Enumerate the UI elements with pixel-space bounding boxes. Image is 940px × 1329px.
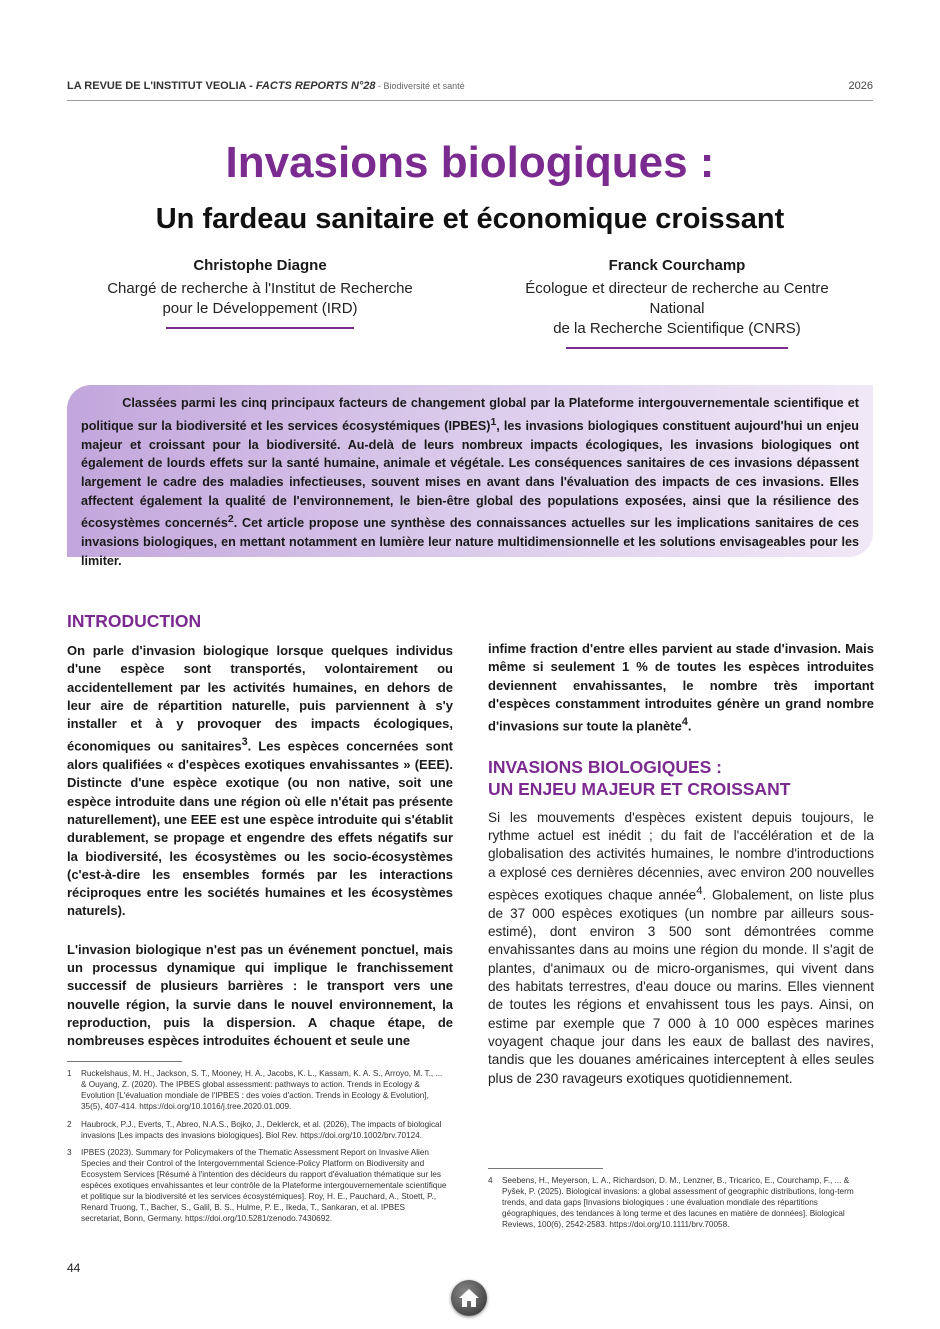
author-underline <box>566 347 788 349</box>
author-block-2 <box>500 256 854 349</box>
section-heading-invasions <box>488 756 874 800</box>
footnote-text: Ruckelshaus, M. H., Jackson, S. T., Mooney, H. A., Jacobs, K. L., Kassam, K. A. S., Arroyo, M. T., ... & Ouyang, Z. (2020). The IPBES global assessment: pathways to action. Trends in Ecology & Evolution [L'évaluation mondiale de l'IPBES : des voies d'action. Trends in Ecology & Evolution], 35(5), 407-414. https://doi.org/10.1016/j.tree.2020.01.009. <box>81 1069 443 1111</box>
footnotes-right <box>488 1168 873 1231</box>
footnote-ref[interactable]: 4 <box>681 716 688 729</box>
heading-line: UN ENJEU MAJEUR ET CROISSANT <box>488 778 791 799</box>
heading-line: INVASIONS BIOLOGIQUES : <box>488 756 723 777</box>
author-block-1 <box>95 256 425 329</box>
footnote-number: 4 <box>488 1176 493 1185</box>
affiliation-line: Chargé de recherche à l'Institut de Recherche <box>107 280 413 297</box>
author-underline <box>166 327 354 329</box>
footnote-ref[interactable]: 1 <box>490 415 497 428</box>
article-subtitle: Un fardeau sanitaire et économique croissant <box>155 203 785 235</box>
abstract-part: Classées parmi les cinq principaux facteurs de changement global par la Plateforme intergouvernementale scientifique et politique sur la biodiversité et les services écosystémiques (IPBES) <box>81 396 859 433</box>
author-affiliation <box>95 279 425 319</box>
footnote-ref[interactable]: 2 <box>227 513 234 526</box>
abstract-box <box>67 385 873 568</box>
home-button[interactable] <box>451 1280 487 1316</box>
section2-paragraph: Si les mouvements d'espèces existent depuis toujours, le rythme actuel est inédit ; du fait de l'accélération et de la globalisation des activités humaines, le nombre d'introductions a explosé ces dernières décennies, avec environ 200 nouvelles espèces exotiques chaque année$^4$. Globalement, on liste plus de 37 000 espèces exotiques (un nombre par ailleurs sous-estimé), dont environ 3 500 sont démontrées comme envahissantes dans au moins une région du monde. Il s'agit de plantes, d'animaux ou de micro-organismes, qui vivent dans des habitats terrestres, d'eau douce ou marins. Elles viennent de toutes les régions et envahissent tous les pays. Ainsi, on estime par exemple que 7 000 à 10 000 espèces marines voyagent chaque jour dans les eaux de ballast des navires, tandis que les douanes américaines interceptent à elles seules plus de 230 ravageurs exotiques quotidiennement. <box>488 809 875 1086</box>
journal-name: LA REVUE DE L'INSTITUT VEOLIA <box>67 80 247 92</box>
header-separator: - <box>246 80 256 92</box>
home-icon <box>457 1286 481 1310</box>
header-left <box>67 80 465 92</box>
header-year: 2026 <box>848 80 873 92</box>
footnote-item <box>67 1120 447 1142</box>
footnote-item <box>67 1148 447 1224</box>
author-name: Franck Courchamp <box>608 257 746 274</box>
footnote-divider <box>488 1168 603 1169</box>
footnote-number: 1 <box>67 1069 72 1078</box>
intro-paragraph-2: L'invasion biologique n'est pas un événement ponctuel, mais un processus dynamique qui implique le franchissement successif de plusieurs barrières : le transport vers une nouvelle région, la survie dans le nouvel environnement, la reproduction, puis la dispersion. A chaque étape, de nombreuses espèces introduites échouent et seule une <box>67 941 453 1049</box>
left-column <box>67 610 453 1051</box>
footnotes-left <box>67 1061 447 1225</box>
article-title: Invasions biologiques : <box>225 138 715 187</box>
abstract-text <box>81 394 859 571</box>
footnote-ref[interactable]: 3 <box>241 736 248 749</box>
footnote-item <box>67 1069 447 1113</box>
affiliation-line: pour le Développement (IRD) <box>162 300 358 317</box>
author-affiliation <box>500 279 854 339</box>
footnote-item <box>488 1176 873 1231</box>
abstract-part: . Cet article propose une synthèse des connaissances actuelles sur les implications sanitaires de ces invasions biologiques, en mettant notamment en lumière leur nature multidimensionnelle et les solutions envisageables pour les limiter. <box>81 516 859 568</box>
header-divider <box>67 100 873 101</box>
footnote-text: Haubrock, P.J., Everts, T., Abreo, N.A.S., Bojko, J., Deklerck, et al. (2026), The impacts of biological invasions [Les impacts des invasions biologiques]. Biol Rev. https://doi.org/10.1002/brv.70124. <box>81 1119 442 1140</box>
affiliation-line: de la Recherche Scientifique (CNRS) <box>553 320 801 337</box>
section-name: - Biodiversité et santé <box>375 81 465 91</box>
report-number: FACTS REPORTS N°28 <box>255 80 376 92</box>
running-header <box>67 80 873 100</box>
footnote-text: Seebens, H., Meyerson, L. A., Richardson, D. M., Lenzner, B., Tricarico, E., Courchamp, F., ... & Pyšek, P. (2025). Biological invasions: a global assessment of geographic distributions, long-term trends, and data gaps [Invasions biologiques : une évaluation mondiale des répartitions géographiques, des tendances à long terme et des lacunes en matière de données]. Biological Reviews, 100(6), 2542-2583. https://doi.org/10.1111/brv.70058. <box>502 1176 854 1229</box>
intro-paragraph-3: infime fraction d'entre elles parvient au stade d'invasion. Mais même si seulement 1 % de toutes les espèces introduites deviennent envahissantes, le nombre très important d'espèces constamment introduites génère un grand nombre d'invasions sur toute la planète$^4$. <box>488 641 874 734</box>
footnote-number: 2 <box>67 1119 72 1129</box>
section-heading-introduction: INTRODUCTION <box>67 611 202 631</box>
affiliation-line: Écologue et directeur de recherche au Centre National <box>525 280 829 317</box>
abstract-part: , les invasions biologiques constituent aujourd'hui un enjeu majeur et croissant pour la biodiversité. Au-delà de leurs nombreux impacts écologiques, les invasions biologiques ont également de lourds effets sur la santé humaine, animale et végétale. Les conséquences sanitaires de ces invasions dépassent largement le cadre des maladies infectieuses, souvent mises en avant dans l'évaluation des impacts de ces invasions. Elles affectent également la qualité de l'environnement, le bien-être global des populations exposées, ainsi que la résilience des écosystèmes concernés <box>81 418 859 531</box>
author-name: Christophe Diagne <box>193 257 327 274</box>
footnote-number: 3 <box>67 1148 72 1158</box>
footnote-text: IPBES (2023). Summary for Policymakers of the Thematic Assessment Report on Invasive Alien Species and their Control of the Intergovernmental Science-Policy Platform on Biodiversity and Ecosystem Services [Résumé à l'intention des décideurs du rapport d'évaluation thématique sur les espèces exotiques envahissantes et leur contrôle de la Plateforme intergouvernementale scientifique et politique sur la biodiversité et les services écosystémiques]. Roy, H. E., Pauchard, A., Stoett, P., Renard Truong, T., Bacher, S., Galil, B. S., Hulme, P. E., Ikeda, T., Sankaran, et al. IPBES secretariat, Bonn, Germany. https://doi.org/10.5281/zenodo.7430692. <box>81 1148 447 1223</box>
footnote-ref[interactable]: 4 <box>696 885 703 897</box>
footnote-divider <box>67 1061 182 1062</box>
page-number: 44 <box>67 1261 81 1275</box>
right-column <box>488 640 874 1088</box>
intro-paragraph-1: On parle d'invasion biologique lorsque quelques individus d'une espèce sont transportés, volontairement ou accidentellement par les activités humaines, en dehors de leur aire de répartition naturelle, puis parviennent à s'y installer et à y provoquer des impacts écologiques, économiques ou sanitaires$^3$. Les espèces concernées sont alors qualifiées « d'espèces exotiques envahissantes » (EEE). Distincte d'une espèce exotique (ou non native, soit une espèce introduite dans une région où elle n'était pas présente naturellement), une EEE est une espèce introduite qui s'établit durablement, se propage et engendre des effets négatifs sur la biodiversité, les écosystèmes ou les socio-écosystèmes (c'est-à-dire les ensembles formés par les interactions réciproques entre les sociétés humaines et les écosystèmes naturels). <box>67 643 453 919</box>
